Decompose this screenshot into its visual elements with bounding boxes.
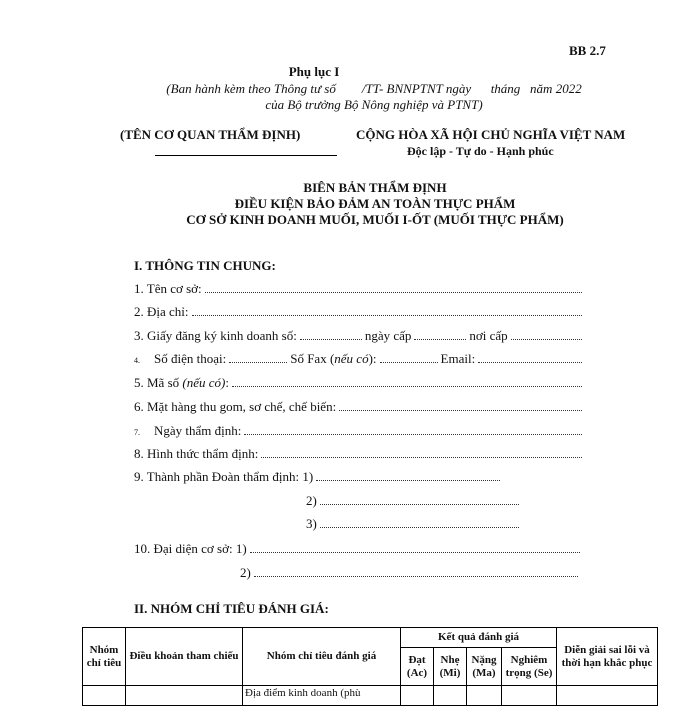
field-method-label: 8. Hình thức thẩm định:	[134, 446, 259, 461]
section1-heading: I. THÔNG TIN CHUNG:	[134, 258, 276, 273]
field-team-2-label: 2)	[306, 493, 317, 508]
field-address	[134, 304, 582, 320]
field-method	[134, 446, 582, 462]
row1-clause	[126, 686, 243, 706]
field-team-1	[134, 469, 500, 485]
row1-se	[502, 686, 557, 706]
field-team-label: 9. Thành phần Đoàn thẩm định: 1)	[134, 469, 314, 484]
field-contact-num: 4.	[134, 356, 140, 365]
section2-heading: II. NHÓM CHỈ TIÊU ĐÁNH GIÁ:	[134, 601, 329, 616]
field-license-label: 3. Giấy đăng ký kinh doanh số:	[134, 328, 297, 343]
field-products	[134, 399, 582, 415]
row1-explain	[557, 686, 658, 706]
th-group: Nhóm chỉ tiêu	[83, 628, 126, 686]
appendix-line2: của Bộ trưởng Bộ Nông nghiệp và PTNT)	[265, 97, 483, 112]
th-se: Nghiêm trọng (Se)	[502, 648, 557, 686]
row1-ac	[401, 686, 434, 706]
agency-underline	[155, 155, 337, 156]
th-result: Kết quả đánh giá	[401, 628, 557, 648]
field-license-place-label: nơi cấp	[469, 328, 508, 343]
field-date	[134, 423, 582, 439]
field-name-label: 1. Tên cơ sở:	[134, 281, 202, 296]
field-contact	[134, 351, 582, 367]
th-explain: Diễn giải sai lỗi và thời hạn khắc phục	[557, 628, 658, 686]
field-team-2	[306, 493, 519, 509]
field-email-label: Email:	[440, 351, 476, 366]
field-name	[134, 281, 582, 297]
field-date-label: Ngày thẩm định:	[154, 423, 242, 438]
field-code-label: 5. Mã số (nếu có):	[134, 375, 229, 390]
th-clause: Điều khoản tham chiếu	[126, 628, 243, 686]
form-code: BB 2.7	[569, 43, 606, 58]
th-mi: Nhẹ (Mi)	[434, 648, 467, 686]
field-code	[134, 375, 582, 391]
field-rep-2	[240, 565, 578, 581]
field-date-num: 7.	[134, 428, 140, 437]
field-license-date-label: ngày cấp	[364, 328, 412, 343]
doc-title-1: BIÊN BẢN THẨM ĐỊNH	[303, 180, 447, 195]
evaluation-table	[82, 627, 658, 706]
agency-name: (TÊN CƠ QUAN THẨM ĐỊNH)	[120, 127, 301, 142]
field-rep-label: 10. Đại diện cơ sở: 1)	[134, 541, 247, 556]
row1-group	[83, 686, 126, 706]
field-address-label: 2. Địa chỉ:	[134, 304, 189, 319]
th-criteria: Nhóm chỉ tiêu đánh giá	[243, 628, 401, 686]
doc-title-2: ĐIỀU KIỆN BẢO ĐẢM AN TOÀN THỰC PHẨM	[234, 196, 516, 211]
field-phone-label: Số điện thoại:	[154, 351, 227, 366]
row1-mi	[434, 686, 467, 706]
republic-motto: Độc lập - Tự do - Hạnh phúc	[407, 144, 554, 158]
th-ac: Đạt (Ac)	[401, 648, 434, 686]
appendix-line1: (Ban hành kèm theo Thông tư số /TT- BNNPTNT ngày tháng năm 2022	[166, 81, 582, 96]
th-ma: Nặng (Ma)	[467, 648, 502, 686]
row1-ma	[467, 686, 502, 706]
row1-criteria: Địa điểm kinh doanh (phù	[243, 686, 401, 706]
republic-name: CỘNG HÒA XÃ HỘI CHỦ NGHĨA VIỆT NAM	[356, 127, 626, 142]
field-fax-label: Số Fax (nếu có):	[290, 351, 377, 366]
doc-title-3: CƠ SỞ KINH DOANH MUỐI, MUỐI I-ỐT (MUỐI THỰC PHẨM)	[186, 212, 564, 227]
field-license	[134, 328, 582, 344]
field-rep-1	[134, 541, 580, 557]
field-team-3-label: 3)	[306, 516, 317, 531]
field-rep-2-label: 2)	[240, 565, 251, 580]
field-team-3	[306, 516, 519, 532]
appendix-title: Phụ lục I	[288, 64, 340, 79]
field-products-label: 6. Mặt hàng thu gom, sơ chế, chế biến:	[134, 399, 337, 414]
